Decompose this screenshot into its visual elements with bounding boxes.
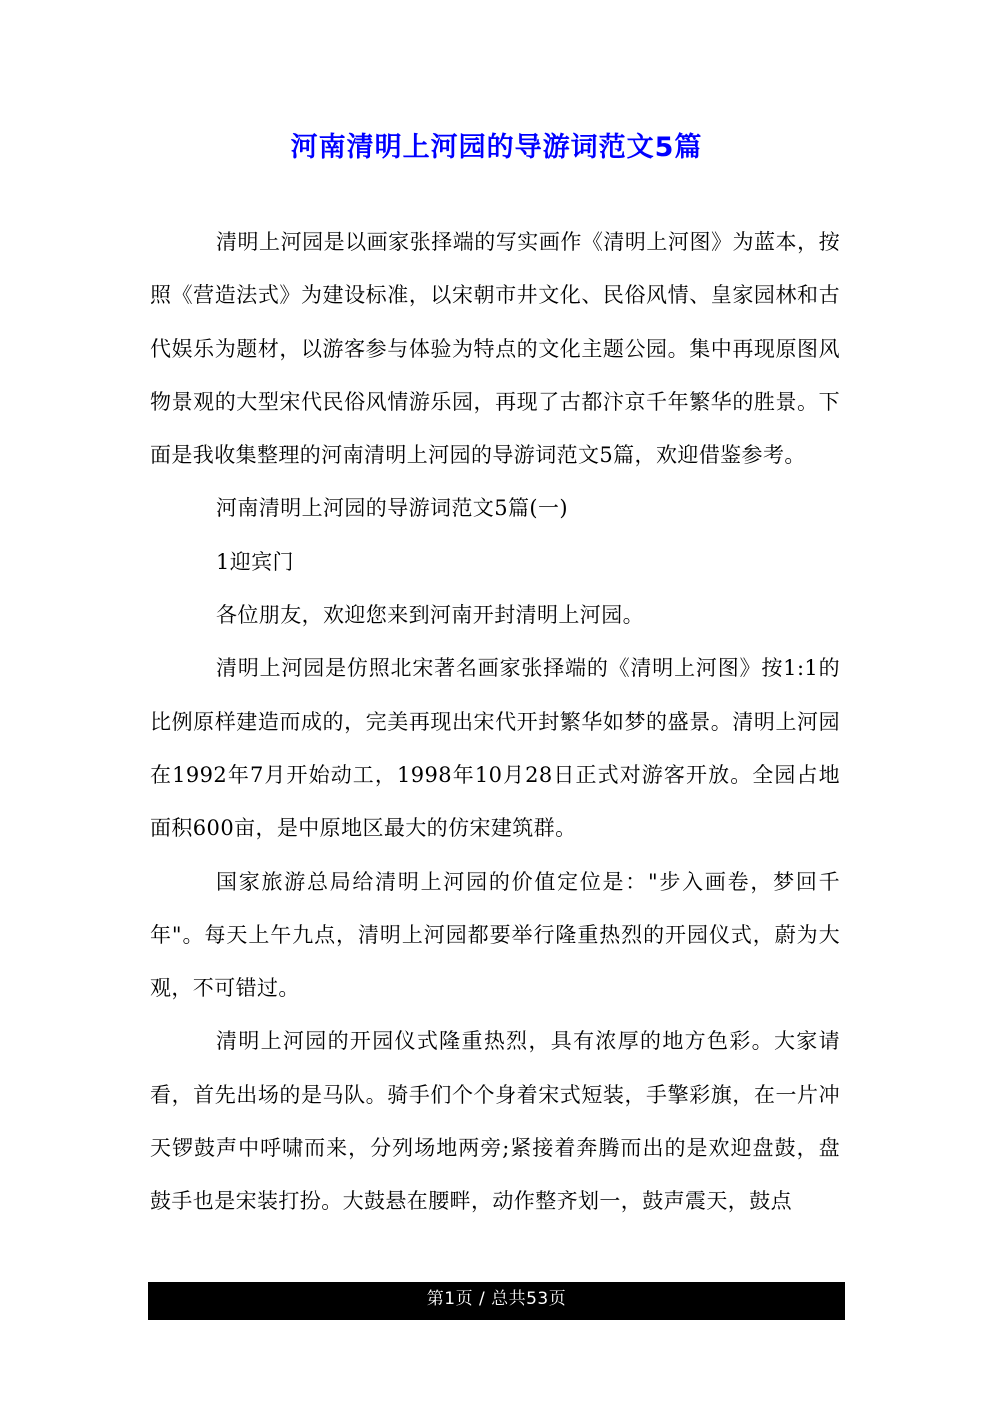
document-title: 河南清明上河园的导游词范文5篇	[290, 132, 703, 163]
section-heading: 河南清明上河园的导游词范文5篇(一)	[216, 496, 568, 521]
intro-paragraph: 清明上河园是以画家张择端的写实画作《清明上河图》为蓝本，按照《营造法式》为建设标准，以宋朝市井文化、民俗风情、皇家园林和古代娱乐为题材，以游客参与体验为特点的文化主题公园。集中再现原图风物景观的大型宋代民俗风情游乐园，再现了古都汴京千年繁华的胜景。下面是我收集整理的河南清明上河园的导游词范文5篇，欢迎借鉴参考。	[150, 230, 840, 468]
positioning-paragraph: 国家旅游总局给清明上河园的价值定位是："步入画卷，梦回千年"。每天上午九点，清明上河园都要举行隆重热烈的开园仪式，蔚为大观，不可错过。	[150, 869, 840, 1001]
page-indicator: 第1页 / 总共53页	[426, 1288, 567, 1309]
document-body	[150, 216, 840, 1229]
ceremony-paragraph: 清明上河园的开园仪式隆重热烈，具有浓厚的地方色彩。大家请看，首先出场的是马队。骑手们个个身着宋式短装，手擎彩旗，在一片冲天锣鼓声中呼啸而来，分列场地两旁;紧接着奔腾而出的是欢迎盘鼓，盘鼓手也是宋装打扮。大鼓悬在腰畔，动作整齐划一，鼓声震天，鼓点	[150, 1029, 840, 1214]
page-footer-bar	[148, 1282, 845, 1320]
subsection-heading: 1迎宾门	[216, 549, 294, 574]
greeting-paragraph: 各位朋友，欢迎您来到河南开封清明上河园。	[216, 603, 644, 628]
history-paragraph: 清明上河园是仿照北宋著名画家张择端的《清明上河图》按1:1的比例原样建造而成的，完美再现出宋代开封繁华如梦的盛景。清明上河园在1992年7月开始动工，1998年10月28日正式对游客开放。全园占地面积600亩，是中原地区最大的仿宋建筑群。	[150, 656, 840, 841]
